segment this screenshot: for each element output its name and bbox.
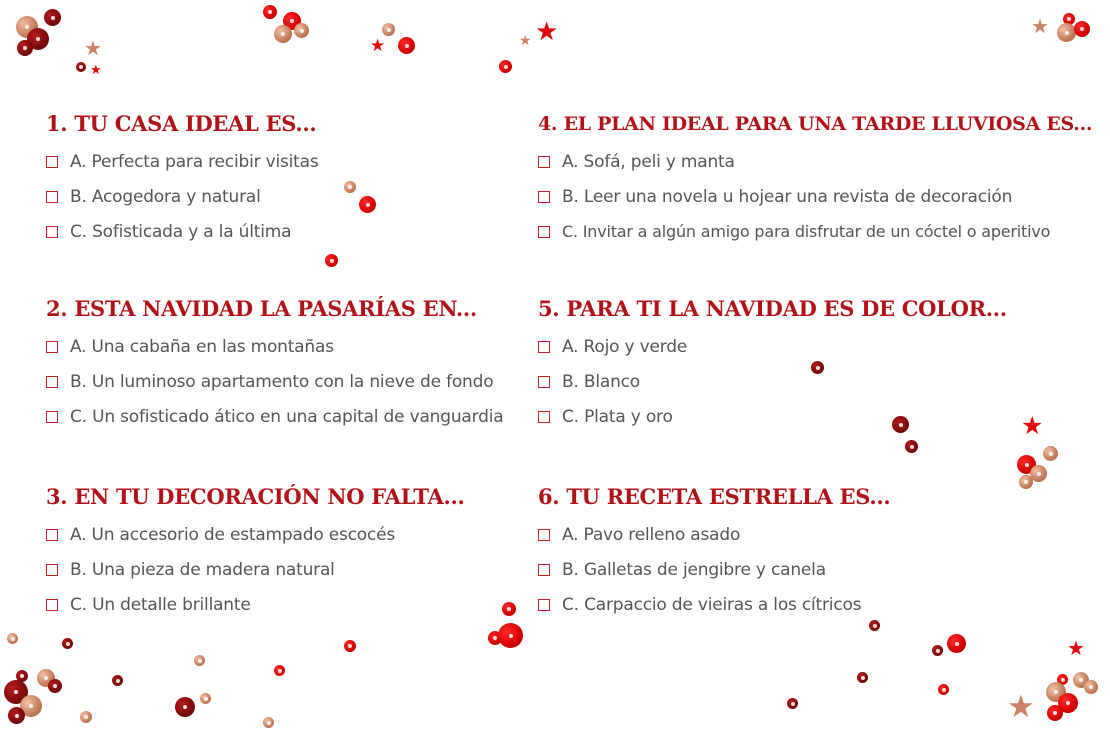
sequin-icon xyxy=(1017,455,1036,474)
sequin-icon xyxy=(7,633,18,644)
sequin-icon xyxy=(200,693,211,704)
option-a[interactable] xyxy=(538,329,1007,364)
option-c[interactable] xyxy=(538,214,1092,249)
star-icon: ★ xyxy=(370,36,386,56)
sequin-icon xyxy=(932,645,943,656)
option-label[interactable]: A. Una cabaña en las montañas xyxy=(70,336,334,357)
option-label[interactable]: A. Rojo y verde xyxy=(562,336,688,357)
sequin-icon xyxy=(274,665,285,676)
sequin-icon xyxy=(4,680,28,704)
question-text: PARA TI LA NAVIDAD ES DE COLOR... xyxy=(566,296,1007,321)
option-label[interactable]: A. Pavo relleno asado xyxy=(562,524,741,545)
checkbox-icon[interactable] xyxy=(46,411,58,423)
question-3 xyxy=(46,484,465,622)
question-text: EN TU DECORACIÓN NO FALTA... xyxy=(74,484,465,509)
checkbox-icon[interactable] xyxy=(538,156,550,168)
checkbox-icon[interactable] xyxy=(538,191,550,203)
sequin-icon xyxy=(16,670,28,682)
option-label[interactable]: B. Acogedora y natural xyxy=(70,186,261,207)
checkbox-icon[interactable] xyxy=(46,156,58,168)
option-label[interactable]: C. Carpaccio de vieiras a los cítricos xyxy=(562,594,862,615)
checkbox-icon[interactable] xyxy=(46,529,58,541)
option-label[interactable]: B. Galletas de jengibre y canela xyxy=(562,559,826,580)
question-5 xyxy=(538,296,1007,434)
sequin-icon xyxy=(398,37,415,54)
sequin-icon xyxy=(1073,672,1089,688)
question-number: 1. xyxy=(46,111,68,136)
sequin-icon xyxy=(938,684,949,695)
sequin-icon xyxy=(344,181,356,193)
star-icon: ★ xyxy=(84,36,102,60)
option-b[interactable] xyxy=(538,364,1007,399)
option-label[interactable]: C. Sofisticada y a la última xyxy=(70,221,292,242)
star-icon: ★ xyxy=(1067,636,1085,660)
question-title xyxy=(538,484,890,510)
sequin-icon xyxy=(1046,682,1066,702)
sequin-icon xyxy=(16,16,38,38)
question-number: 5. xyxy=(538,296,560,321)
option-label[interactable]: C. Un detalle brillante xyxy=(70,594,251,615)
question-text: TU RECETA ESTRELLA ES... xyxy=(566,484,891,509)
option-label[interactable]: C. Invitar a algún amigo para disfrutar de un cóctel o aperitivo xyxy=(562,222,1051,241)
checkbox-icon[interactable] xyxy=(538,564,550,576)
option-label[interactable]: A. Perfecta para recibir visitas xyxy=(70,151,319,172)
checkbox-icon[interactable] xyxy=(46,191,58,203)
question-title xyxy=(46,484,465,510)
option-c[interactable] xyxy=(46,587,465,622)
star-icon: ★ xyxy=(1031,14,1049,38)
sequin-icon xyxy=(27,28,49,50)
star-icon: ★ xyxy=(1021,411,1044,440)
checkbox-icon[interactable] xyxy=(538,226,550,238)
option-a[interactable] xyxy=(46,144,318,179)
question-number: 3. xyxy=(46,484,68,509)
question-4 xyxy=(538,111,1092,249)
question-2 xyxy=(46,296,503,434)
sequin-icon xyxy=(1057,23,1076,42)
sequin-icon xyxy=(1057,674,1068,685)
sequin-icon xyxy=(274,25,292,43)
star-icon: ★ xyxy=(519,33,532,49)
option-b[interactable] xyxy=(46,364,503,399)
checkbox-icon[interactable] xyxy=(46,341,58,353)
sequin-icon xyxy=(1084,680,1098,694)
sequin-icon xyxy=(8,707,25,724)
option-c[interactable] xyxy=(538,587,890,622)
sequin-icon xyxy=(502,602,516,616)
checkbox-icon[interactable] xyxy=(538,341,550,353)
sequin-icon xyxy=(263,717,274,728)
sequin-icon xyxy=(80,711,92,723)
sequin-icon xyxy=(283,12,301,30)
sequin-icon xyxy=(294,23,309,38)
sequin-icon xyxy=(112,675,123,686)
sequin-icon xyxy=(194,655,205,666)
star-icon: ★ xyxy=(90,63,102,78)
question-text: EL PLAN IDEAL PARA UNA TARDE LLUVIOSA ES... xyxy=(563,113,1093,135)
sequin-icon xyxy=(787,698,798,709)
option-c[interactable] xyxy=(46,399,503,434)
sequin-icon xyxy=(1030,465,1047,482)
question-title xyxy=(538,296,1007,322)
sequin-icon xyxy=(76,62,86,72)
sequin-icon xyxy=(48,679,62,693)
option-c[interactable] xyxy=(46,214,318,249)
sequin-icon xyxy=(325,254,338,267)
sequin-icon xyxy=(1043,446,1058,461)
sequin-icon xyxy=(382,23,395,36)
question-number: 2. xyxy=(46,296,68,321)
option-b[interactable] xyxy=(538,552,890,587)
sequin-icon xyxy=(263,5,277,19)
question-title xyxy=(46,111,318,137)
sequin-icon xyxy=(498,623,523,648)
sequin-icon xyxy=(1019,475,1033,489)
sequin-icon xyxy=(905,440,918,453)
checkbox-icon[interactable] xyxy=(538,529,550,541)
sequin-icon xyxy=(344,640,356,652)
sequin-icon xyxy=(175,697,195,717)
star-icon: ★ xyxy=(535,17,559,47)
option-label[interactable]: B. Una pieza de madera natural xyxy=(70,559,335,580)
question-text: TU CASA IDEAL ES... xyxy=(74,111,317,136)
option-b[interactable] xyxy=(46,552,465,587)
checkbox-icon[interactable] xyxy=(46,226,58,238)
sequin-icon xyxy=(62,638,73,649)
checkbox-icon[interactable] xyxy=(46,564,58,576)
question-title xyxy=(46,296,503,322)
checkbox-icon[interactable] xyxy=(46,376,58,388)
checkbox-icon[interactable] xyxy=(538,376,550,388)
sequin-icon xyxy=(857,672,868,683)
sequin-icon xyxy=(488,631,502,645)
sequin-icon xyxy=(37,669,55,687)
option-label[interactable]: A. Un accesorio de estampado escocés xyxy=(70,524,396,545)
option-a[interactable] xyxy=(46,517,465,552)
sequin-icon xyxy=(44,9,61,26)
question-number: 4. xyxy=(538,113,558,135)
option-b[interactable] xyxy=(538,179,1092,214)
sequin-icon xyxy=(1058,693,1078,713)
option-label[interactable]: B. Leer una novela u hojear una revista de decoración xyxy=(562,186,1013,207)
option-label[interactable]: B. Blanco xyxy=(562,371,640,392)
checkbox-icon[interactable] xyxy=(538,411,550,423)
option-label[interactable]: C. Un sofisticado ático en una capital de vanguardia xyxy=(70,406,504,427)
question-6 xyxy=(538,484,890,622)
checkbox-icon[interactable] xyxy=(538,599,550,611)
option-label[interactable]: C. Plata y oro xyxy=(562,406,673,427)
option-a[interactable] xyxy=(46,329,503,364)
star-icon: ★ xyxy=(1007,689,1035,725)
question-number: 6. xyxy=(538,484,560,509)
sequin-icon xyxy=(1047,705,1063,721)
option-label[interactable]: B. Un luminoso apartamento con la nieve de fondo xyxy=(70,371,494,392)
sequin-icon xyxy=(947,634,966,653)
option-a[interactable] xyxy=(538,517,890,552)
question-1 xyxy=(46,111,318,249)
sequin-icon xyxy=(1063,13,1075,25)
option-a[interactable] xyxy=(538,144,1092,179)
question-title xyxy=(538,111,1092,137)
question-text: ESTA NAVIDAD LA PASARÍAS EN... xyxy=(74,296,477,321)
sequin-icon xyxy=(20,695,42,717)
sequin-icon xyxy=(359,196,376,213)
checkbox-icon[interactable] xyxy=(46,599,58,611)
sequin-icon xyxy=(499,60,512,73)
option-c[interactable] xyxy=(538,399,1007,434)
option-b[interactable] xyxy=(46,179,318,214)
option-label[interactable]: A. Sofá, peli y manta xyxy=(562,151,735,172)
sequin-icon xyxy=(17,40,33,56)
sequin-icon xyxy=(1074,21,1090,37)
